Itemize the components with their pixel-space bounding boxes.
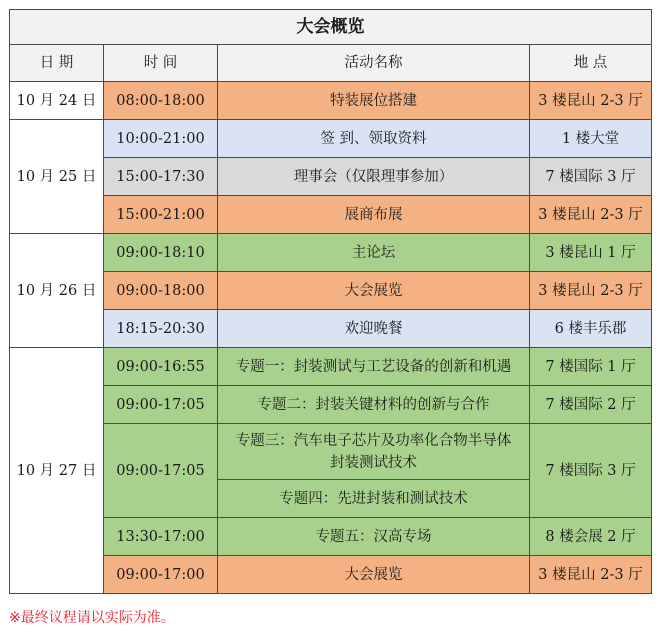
time-cell: 09:00-18:10 — [104, 234, 218, 272]
location-cell: 1 楼大堂 — [530, 120, 652, 158]
date-cell: 10 月 27 日 — [10, 348, 104, 594]
activity-cell: 特装展位搭建 — [218, 82, 530, 120]
time-cell: 13:30-17:00 — [104, 518, 218, 556]
table-row — [10, 348, 652, 386]
location-cell: 3 楼昆山 2-3 厅 — [530, 196, 652, 234]
header-row — [10, 45, 652, 82]
time-cell: 18:15-20:30 — [104, 310, 218, 348]
table-row — [10, 272, 652, 310]
table-row — [10, 518, 652, 556]
activity-cell: 专题五：汉高专场 — [218, 518, 530, 556]
location-cell: 7 楼国际 3 厅 — [530, 424, 652, 518]
date-cell: 10 月 25 日 — [10, 120, 104, 234]
time-cell: 15:00-17:30 — [104, 158, 218, 196]
time-cell: 09:00-18:00 — [104, 272, 218, 310]
activity-cell: 专题二：封装关键材料的创新与合作 — [218, 386, 530, 424]
location-cell: 3 楼昆山 2-3 厅 — [530, 556, 652, 594]
location-cell: 7 楼国际 2 厅 — [530, 386, 652, 424]
table-row — [10, 310, 652, 348]
activity-cell: 大会展览 — [218, 272, 530, 310]
table-row — [10, 234, 652, 272]
table-row — [10, 196, 652, 234]
activity-cell: 理事会（仅限理事参加） — [218, 158, 530, 196]
time-cell: 09:00-17:05 — [104, 386, 218, 424]
time-cell: 09:00-16:55 — [104, 348, 218, 386]
table-row — [10, 120, 652, 158]
activity-cell: 专题三：汽车电子芯片及功率化合物半导体封装测试技术 — [218, 424, 530, 480]
activity-cell: 展商布展 — [218, 196, 530, 234]
table-row — [10, 386, 652, 424]
location-cell: 3 楼昆山 1 厅 — [530, 234, 652, 272]
activity-cell: 专题四：先进封装和测试技术 — [218, 480, 530, 518]
table-row — [10, 158, 652, 196]
activity-cell: 签 到、领取资料 — [218, 120, 530, 158]
location-cell: 6 楼丰乐郡 — [530, 310, 652, 348]
header-date: 日 期 — [10, 45, 104, 82]
header-location: 地 点 — [530, 45, 652, 82]
time-cell: 10:00-21:00 — [104, 120, 218, 158]
header-activity: 活动名称 — [218, 45, 530, 82]
activity-cell: 欢迎晚餐 — [218, 310, 530, 348]
location-cell: 8 楼会展 2 厅 — [530, 518, 652, 556]
location-cell: 7 楼国际 3 厅 — [530, 158, 652, 196]
footnote: ※最终议程请以实际为准。 — [9, 610, 175, 626]
date-cell: 10 月 26 日 — [10, 234, 104, 348]
table-row — [10, 424, 652, 480]
location-cell: 3 楼昆山 2-3 厅 — [530, 82, 652, 120]
table-title: 大会概览 — [10, 10, 652, 45]
agenda-table — [9, 9, 652, 594]
time-cell: 09:00-17:00 — [104, 556, 218, 594]
time-cell: 15:00-21:00 — [104, 196, 218, 234]
activity-cell: 专题一：封装测试与工艺设备的创新和机遇 — [218, 348, 530, 386]
location-cell: 7 楼国际 1 厅 — [530, 348, 652, 386]
header-time: 时 间 — [104, 45, 218, 82]
table-row — [10, 82, 652, 120]
location-cell: 3 楼昆山 2-3 厅 — [530, 272, 652, 310]
date-cell: 10 月 24 日 — [10, 82, 104, 120]
activity-cell: 大会展览 — [218, 556, 530, 594]
time-cell: 09:00-17:05 — [104, 424, 218, 518]
table-row — [10, 556, 652, 594]
activity-cell: 主论坛 — [218, 234, 530, 272]
time-cell: 08:00-18:00 — [104, 82, 218, 120]
